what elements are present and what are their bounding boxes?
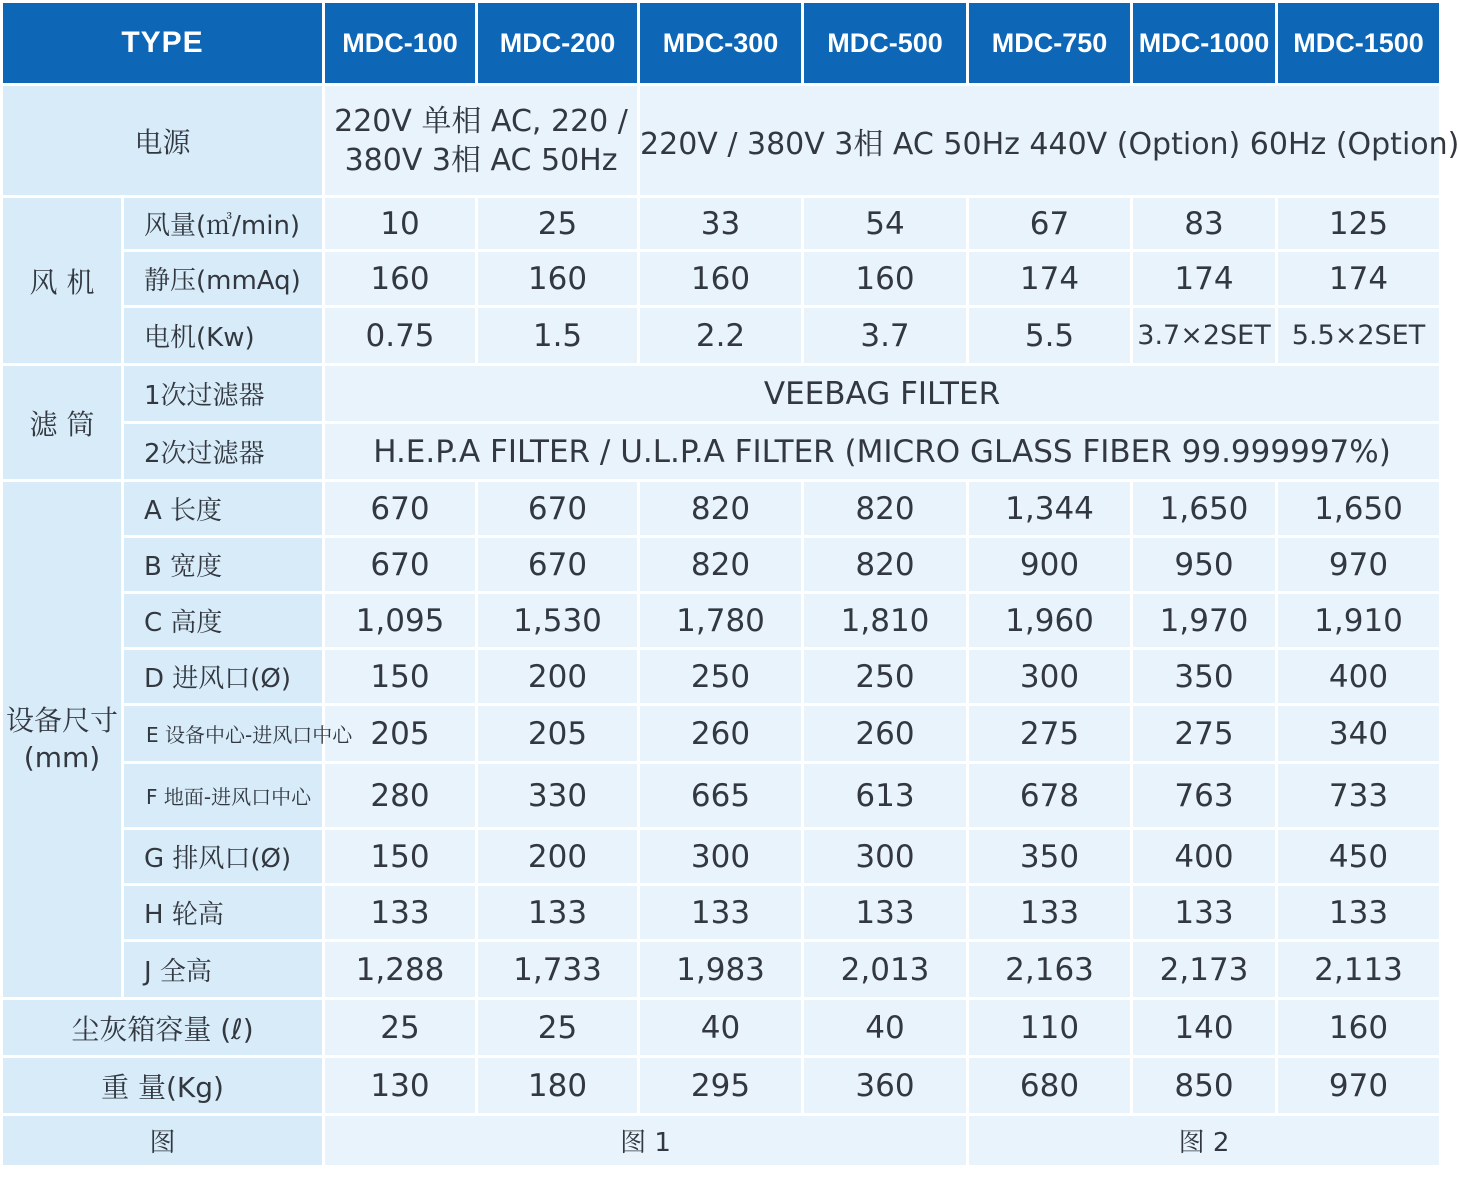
value-cell: 40 — [803, 999, 968, 1057]
filter-row — [2, 423, 1441, 481]
value-cell: 67 — [968, 197, 1132, 251]
dimension-row — [2, 649, 1441, 705]
value-cell: 820 — [803, 537, 968, 593]
value-cell: 1,650 — [1277, 481, 1441, 537]
model-header: MDC-1000 — [1132, 2, 1277, 85]
row-label: J 全高 — [123, 941, 324, 999]
value-cell: 820 — [803, 481, 968, 537]
value-cell: 125 — [1277, 197, 1441, 251]
filter-row — [2, 365, 1441, 423]
value-cell: 850 — [1132, 1057, 1277, 1115]
dimension-row — [2, 829, 1441, 885]
value-cell: 10 — [324, 197, 477, 251]
fan-group-label: 风 机 — [2, 197, 123, 365]
value-cell: 820 — [639, 537, 803, 593]
value-cell: 200 — [477, 829, 639, 885]
value-cell: 0.75 — [324, 307, 477, 365]
value-cell: 83 — [1132, 197, 1277, 251]
row-label: F 地面-进风口中心 — [123, 763, 324, 829]
power-label: 电源 — [2, 85, 324, 197]
dimension-row — [2, 537, 1441, 593]
value-cell: 1,288 — [324, 941, 477, 999]
value-cell: 140 — [1132, 999, 1277, 1057]
value-cell: 133 — [639, 885, 803, 941]
value-cell: 2,113 — [1277, 941, 1441, 999]
value-cell: 1,344 — [968, 481, 1132, 537]
value-cell: 1,733 — [477, 941, 639, 999]
value-cell: 174 — [1277, 251, 1441, 307]
value-cell: 1,650 — [1132, 481, 1277, 537]
value-cell: 970 — [1277, 1057, 1441, 1115]
value-cell: 133 — [1277, 885, 1441, 941]
dimension-row — [2, 941, 1441, 999]
model-header: MDC-750 — [968, 2, 1132, 85]
value-cell: 950 — [1132, 537, 1277, 593]
row-label: E 设备中心-进风口中心 — [123, 705, 324, 763]
value-cell: 280 — [324, 763, 477, 829]
weight-label: 重 量(Kg) — [2, 1057, 324, 1115]
dust-label: 尘灰箱容量 (ℓ) — [2, 999, 324, 1057]
value-cell: 450 — [1277, 829, 1441, 885]
value-cell: 260 — [639, 705, 803, 763]
value-cell: 2,173 — [1132, 941, 1277, 999]
value-cell: 54 — [803, 197, 968, 251]
value-cell: 970 — [1277, 537, 1441, 593]
value-cell: 275 — [1132, 705, 1277, 763]
fan-row — [2, 307, 1441, 365]
value-cell: 260 — [803, 705, 968, 763]
value-cell: 250 — [639, 649, 803, 705]
dimension-row — [2, 885, 1441, 941]
value-cell: 670 — [477, 537, 639, 593]
value-cell: 340 — [1277, 705, 1441, 763]
value-cell: 25 — [324, 999, 477, 1057]
value-cell: 670 — [477, 481, 639, 537]
value-cell: 180 — [477, 1057, 639, 1115]
value-cell: 2,013 — [803, 941, 968, 999]
dimension-row — [2, 705, 1441, 763]
type-header: TYPE — [2, 2, 324, 85]
value-cell: 1,095 — [324, 593, 477, 649]
row-label: A 长度 — [123, 481, 324, 537]
row-label: 电机(Kw) — [123, 307, 324, 365]
dimension-row — [2, 763, 1441, 829]
value-cell: 295 — [639, 1057, 803, 1115]
dust-row — [2, 999, 1441, 1057]
value-cell: 1,810 — [803, 593, 968, 649]
value-cell: 205 — [477, 705, 639, 763]
value-cell: 275 — [968, 705, 1132, 763]
value-cell: 200 — [477, 649, 639, 705]
value-cell: 133 — [1132, 885, 1277, 941]
value-cell: 900 — [968, 537, 1132, 593]
row-label: G 排风口(Ø) — [123, 829, 324, 885]
value-cell: 133 — [968, 885, 1132, 941]
value-cell: 1.5 — [477, 307, 639, 365]
value-cell: 205 — [324, 705, 477, 763]
weight-row — [2, 1057, 1441, 1115]
power-value-three-phase: 220V / 380V 3相 AC 50Hz 440V (Option) 60Hz (Option) — [639, 85, 1441, 197]
value-cell: 133 — [477, 885, 639, 941]
value-cell: 1,780 — [639, 593, 803, 649]
value-cell: 678 — [968, 763, 1132, 829]
row-label: 1次过滤器 — [123, 365, 324, 423]
row-label: B 宽度 — [123, 537, 324, 593]
row-label: 风量(㎥/min) — [123, 197, 324, 251]
value-cell: 680 — [968, 1057, 1132, 1115]
value-cell: 160 — [803, 251, 968, 307]
value-cell: 150 — [324, 649, 477, 705]
model-header: MDC-200 — [477, 2, 639, 85]
power-value-single-phase: 220V 单相 AC, 220 / 380V 3相 AC 50Hz — [324, 85, 639, 197]
value-cell: 763 — [1132, 763, 1277, 829]
value-cell: 670 — [324, 481, 477, 537]
value-cell: 1,910 — [1277, 593, 1441, 649]
value-cell: 1,970 — [1132, 593, 1277, 649]
value-cell: 400 — [1277, 649, 1441, 705]
row-label: 2次过滤器 — [123, 423, 324, 481]
header-row — [2, 2, 1441, 85]
fan-row — [2, 251, 1441, 307]
value-cell: 350 — [1132, 649, 1277, 705]
value-cell: 40 — [639, 999, 803, 1057]
value-cell: 1,530 — [477, 593, 639, 649]
value-cell: 350 — [968, 829, 1132, 885]
filter-group-label: 滤 筒 — [2, 365, 123, 481]
value-cell: 25 — [477, 999, 639, 1057]
value-cell: 25 — [477, 197, 639, 251]
value-cell: 360 — [803, 1057, 968, 1115]
value-cell: 665 — [639, 763, 803, 829]
value-cell: 400 — [1132, 829, 1277, 885]
row-label: H 轮高 — [123, 885, 324, 941]
figure-label: 图 — [2, 1115, 324, 1167]
dimension-row — [2, 481, 1441, 537]
row-label: 静压(mmAq) — [123, 251, 324, 307]
value-cell: 160 — [639, 251, 803, 307]
value-cell: 300 — [803, 829, 968, 885]
figure-1-label: 图 1 — [324, 1115, 968, 1167]
value-cell: 1,960 — [968, 593, 1132, 649]
value-cell: 1,983 — [639, 941, 803, 999]
row-label: D 进风口(Ø) — [123, 649, 324, 705]
filter-value: VEEBAG FILTER — [324, 365, 1441, 423]
dimension-row — [2, 593, 1441, 649]
value-cell: 160 — [324, 251, 477, 307]
value-cell: 250 — [803, 649, 968, 705]
value-cell: 613 — [803, 763, 968, 829]
figure-2-label: 图 2 — [968, 1115, 1441, 1167]
value-cell: 3.7×2SET — [1132, 307, 1277, 365]
value-cell: 2.2 — [639, 307, 803, 365]
value-cell: 133 — [803, 885, 968, 941]
value-cell: 110 — [968, 999, 1132, 1057]
value-cell: 5.5×2SET — [1277, 307, 1441, 365]
value-cell: 820 — [639, 481, 803, 537]
model-header: MDC-100 — [324, 2, 477, 85]
power-row — [2, 85, 1441, 197]
value-cell: 130 — [324, 1057, 477, 1115]
model-header: MDC-300 — [639, 2, 803, 85]
value-cell: 160 — [477, 251, 639, 307]
value-cell: 330 — [477, 763, 639, 829]
filter-value: H.E.P.A FILTER / U.L.P.A FILTER (MICRO GLASS FIBER 99.999997%) — [324, 423, 1441, 481]
value-cell: 174 — [1132, 251, 1277, 307]
value-cell: 300 — [639, 829, 803, 885]
model-header: MDC-1500 — [1277, 2, 1441, 85]
fan-row — [2, 197, 1441, 251]
model-header: MDC-500 — [803, 2, 968, 85]
value-cell: 160 — [1277, 999, 1441, 1057]
value-cell: 733 — [1277, 763, 1441, 829]
value-cell: 3.7 — [803, 307, 968, 365]
value-cell: 133 — [324, 885, 477, 941]
value-cell: 300 — [968, 649, 1132, 705]
value-cell: 5.5 — [968, 307, 1132, 365]
value-cell: 670 — [324, 537, 477, 593]
value-cell: 174 — [968, 251, 1132, 307]
value-cell: 150 — [324, 829, 477, 885]
row-label: C 高度 — [123, 593, 324, 649]
figure-row — [2, 1115, 1441, 1167]
value-cell: 33 — [639, 197, 803, 251]
dimension-group-label: 设备尺寸 (mm) — [2, 481, 123, 999]
value-cell: 2,163 — [968, 941, 1132, 999]
